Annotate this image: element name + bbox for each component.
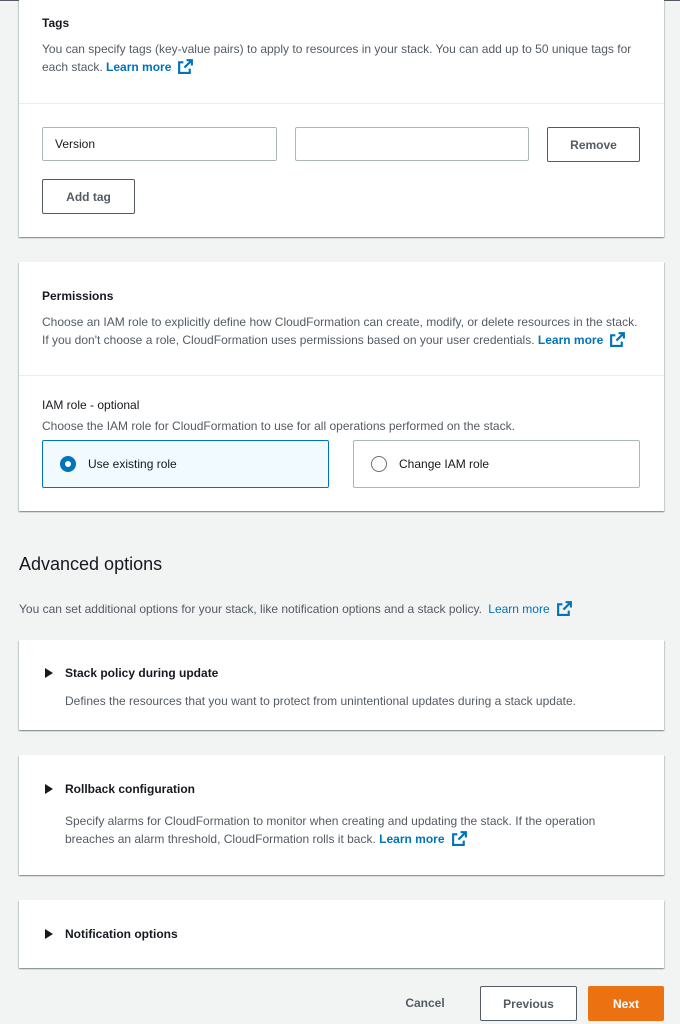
use-existing-role-label: Use existing role <box>88 457 177 471</box>
advanced-options-description <box>19 600 659 618</box>
cancel-button[interactable]: Cancel <box>405 996 445 1010</box>
permissions-description <box>42 313 642 349</box>
advanced-options-description-text: You can set additional options for your stack, like notification options and a stack policy. <box>19 602 482 616</box>
iam-role-description: Choose the IAM role for CloudFormation to use for all operations performed on the stack. <box>42 419 515 433</box>
rollback-configuration-description <box>65 812 624 848</box>
caret-right-icon[interactable] <box>45 668 53 678</box>
radio-selected-icon[interactable] <box>60 456 76 472</box>
external-link-icon[interactable] <box>556 600 573 617</box>
external-link-icon[interactable] <box>177 58 194 75</box>
tags-title: Tags <box>42 16 70 30</box>
permissions-description-text: Choose an IAM role to explicitly define how CloudFormation can create, modify, or delete resources in the stack. If you don't choose a role, CloudFormation uses permissions based on your user credentials. <box>42 315 638 347</box>
tags-learn-more-link[interactable]: Learn more <box>106 60 172 74</box>
tag-key-input[interactable]: Version <box>42 127 277 161</box>
iam-role-label: IAM role - optional <box>42 398 140 412</box>
rollback-configuration-title[interactable]: Rollback configuration <box>65 782 196 796</box>
permissions-learn-more-link[interactable]: Learn more <box>537 333 604 347</box>
remove-tag-button[interactable]: Remove <box>547 127 640 162</box>
change-iam-role-option[interactable] <box>353 440 640 488</box>
rollback-configuration-section[interactable] <box>19 755 664 875</box>
add-tag-button[interactable]: Add tag <box>42 179 135 214</box>
stack-policy-title[interactable]: Stack policy during update <box>65 666 219 680</box>
caret-right-icon[interactable] <box>45 929 53 939</box>
radio-unselected-icon[interactable] <box>371 456 387 472</box>
tag-value-input[interactable] <box>295 127 529 161</box>
rollback-learn-more-link[interactable]: Learn more <box>379 832 445 846</box>
permissions-panel <box>19 262 664 511</box>
notification-options-section[interactable] <box>19 900 664 968</box>
rollback-description-text: Specify alarms for CloudFormation to monitor when creating and updating the stack. If the operation breaches an alarm threshold, CloudFormation rolls it back. <box>65 814 596 846</box>
previous-button[interactable]: Previous <box>480 986 577 1021</box>
advanced-learn-more-link[interactable]: Learn more <box>488 602 550 616</box>
permissions-title: Permissions <box>42 289 114 303</box>
use-existing-role-option[interactable] <box>42 440 329 488</box>
tags-divider <box>19 103 664 104</box>
advanced-options-heading: Advanced options <box>19 554 163 574</box>
tags-description <box>42 40 642 76</box>
stack-policy-description: Defines the resources that you want to protect from unintentional updates during a stack update. <box>65 694 576 708</box>
external-link-icon[interactable] <box>609 331 626 348</box>
stack-policy-section[interactable] <box>19 640 664 730</box>
permissions-divider <box>19 375 664 376</box>
tags-description-text: You can specify tags (key-value pairs) to apply to resources in your stack. You can add up to 50 unique tags for each stack. <box>42 42 632 74</box>
external-link-icon[interactable] <box>451 830 468 847</box>
notification-options-title[interactable]: Notification options <box>65 927 178 941</box>
tags-panel <box>19 0 664 237</box>
caret-right-icon[interactable] <box>45 784 53 794</box>
next-button[interactable]: Next <box>588 986 664 1021</box>
change-iam-role-label: Change IAM role <box>399 457 490 471</box>
